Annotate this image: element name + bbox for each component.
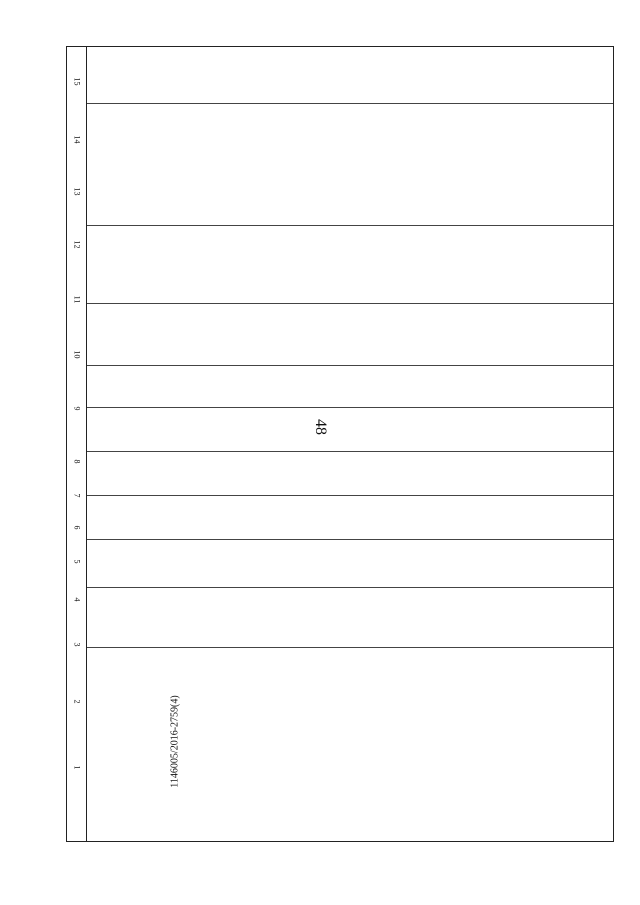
table-row bbox=[87, 407, 613, 452]
column-number: 11 bbox=[72, 295, 82, 304]
column-number: 9 bbox=[72, 406, 82, 411]
table-row bbox=[87, 451, 613, 496]
table-row bbox=[87, 587, 613, 648]
column-number: 12 bbox=[72, 240, 82, 249]
column-number: 4 bbox=[72, 597, 82, 602]
column-number: 7 bbox=[72, 493, 82, 498]
column-number: 15 bbox=[72, 77, 82, 86]
table-row bbox=[87, 539, 613, 588]
table-row bbox=[87, 495, 613, 540]
page-number: 48 bbox=[312, 419, 329, 435]
table-body bbox=[87, 47, 613, 841]
table-row bbox=[87, 365, 613, 408]
column-number-strip bbox=[67, 47, 87, 841]
table-row bbox=[87, 303, 613, 366]
column-number: 14 bbox=[72, 135, 82, 144]
column-number: 6 bbox=[72, 525, 82, 530]
column-number: 8 bbox=[72, 459, 82, 464]
table-row bbox=[87, 225, 613, 304]
table-row bbox=[87, 103, 613, 226]
column-number: 10 bbox=[72, 350, 82, 359]
column-number: 3 bbox=[72, 642, 82, 647]
table bbox=[66, 46, 614, 842]
column-number: 13 bbox=[72, 187, 82, 196]
document-code: 1146005/2016-2759(4) bbox=[169, 695, 181, 788]
column-number: 1 bbox=[72, 765, 82, 770]
table-row bbox=[87, 47, 613, 104]
column-number: 2 bbox=[72, 699, 82, 704]
column-number: 5 bbox=[72, 559, 82, 564]
